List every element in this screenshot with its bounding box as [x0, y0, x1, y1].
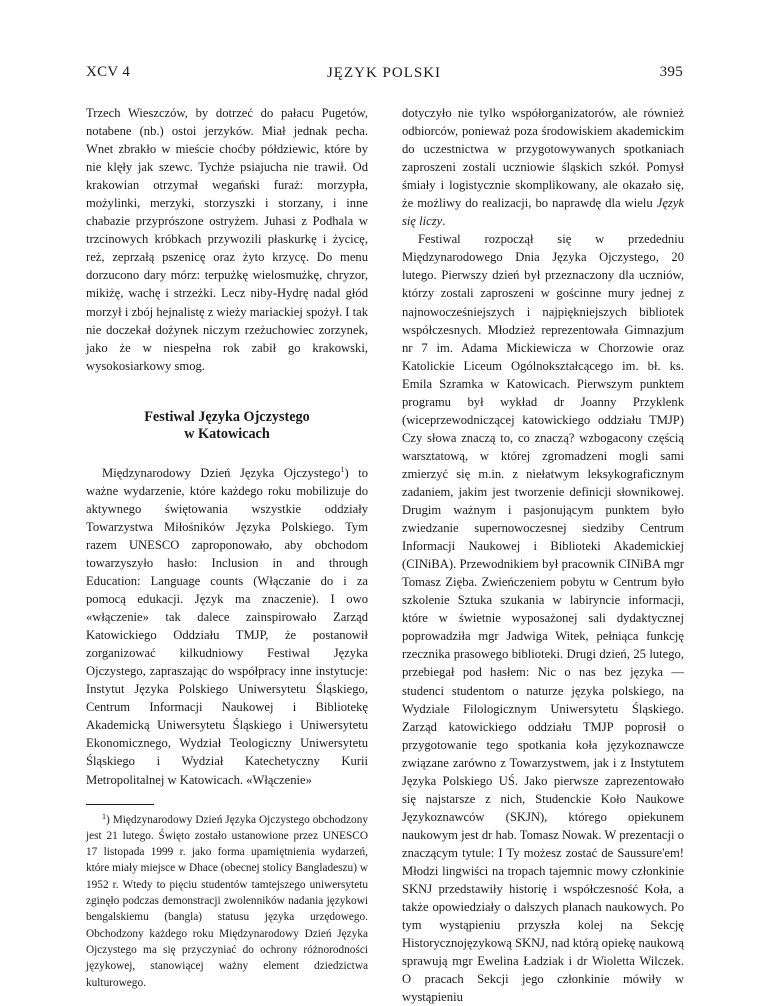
continued-text-end: .	[442, 214, 446, 229]
paragraph-body: ) to ważne wydarzenie, które każdego roku mobilizuje do aktywnego świętowania wszystkie oddziały Towarzystwa Miłośników Języka Polskiego. Tym razem UNESCO zaproponowało, aby obchodom towarzyszyło hasło: Inclusion in and through Education: Language counts (Włączanie do i za pomocą edukacji. Język ma znaczenie). I owo «włączenie» tak dalece zainspirowało Zarząd Katowickiego Oddziału TMJP, że postanowił zorganizować kilkudniowy Festiwal Języka Ojczystego, zapraszając do współpracy inne instytucje: Instytut Języka Polskiego Uniwersytetu Śląskiego, Centrum Informacji Naukowej i Bibliotekę Akademicką Uniwersytetu Śląskiego i Uniwersytetu Ekonomicznego, Wydział Teologiczny Uniwersytetu Śląskiego i Wydział Katechetyczny Kurii Metropolitalnej w Katowicach. «Włączenie»	[86, 465, 369, 787]
running-header-title: JĘZYK POLSKI	[326, 65, 442, 81]
festival-program-paragraph: Festiwal rozpoczął się w przededniu Międzynarodowego Dnia Języka Ojczystego, 20 lutego. Pierwszy dzień był przeznaczony dla uczniów, którzy zostali zaproszeni w gościnne mury jednej z najnowocześniejszych i najpiękniejszych bibliotek współczesnych. Młodzież reprezentowała Gimnazjum nr 7 im. Adama Mickiewicza w Chorzowie oraz Katolickie Liceum Ogólnokształcącego im. bł. ks. Emila Szramka w Katowicach. Pierwszym punktem programu był wykład dr Joanny Przyklenk (wiceprzewodniczącej katowickiego oddziału TMJP) Czy słowa znaczą to, co znaczą? wzbogacony częścią warsztatową, w której zgromadzeni mogli sami zmierzyć się m.in. z niełatwym leksykograficznym zadaniem, jakim jest tworzenie definicji słownikowej. Drugim ważnym i pasjonującym punktem było zwiedzanie supernowoczesnej siedziby Centrum Informacji Naukowej i Biblioteki Akademickiej (CINiBA). Przewodnikiem był pracownik CINiBA mgr Tomasz Zięba. Zwieńczeniem pobytu w Centrum było szkolenie Sztuka szukania w labiryncie informacji, które w świetnie wyposażonej sali dydaktycznej poprowadziła mgr Jadwiga Witek, pełniąca funkcję rzecznika prasowego biblioteki. Drugi dzień, 25 lutego, przebiegał pod hasłem: Nic o nas bez języka — studenci studentom o naturze języka polskiego, na Wydziale Filologicznym Uniwersytetu Śląskiego. Zarząd katowickiego oddziału TMJP poprosił o przygotowanie tego spotkania koła językoznawcze związane zarówno z Towarzystwem, jak i z Instytutem Języka Polskiego UŚ. Jako pierwsze zaprezentowało się najstarsze z nich, Studenckie Koło Naukowe Językoznawców (SKJN), którego opiekunem naukowym jest dr hab. Tomasz Nowak. W prezentacji o znaczącym tytule: I Ty możesz zostać de Saussure'em! Młodzi lingwiści na tropach tajemnic mowy członkinie SKNJ przedstawiły historię i współczesność Koła, a także opowiedziały o dalszych planach naukowych. Po tym wystąpieniu przyszła kolej na Sekcję Historycznojęzykową SKNJ, nad którą opiekę naukową sprawują mgr Ewelina Ładziak i dr Wioletta Wilczek. O pracach Sekcji jego członkinie mówiły w wystąpieniu	[402, 232, 684, 1005]
footnote-reference[interactable]: 1	[340, 464, 345, 474]
footnote-1	[86, 812, 368, 991]
footnote-mark: 1	[102, 811, 106, 821]
intro-paragraph: Trzech Wieszczów, by dotrzeć do pałacu Pugetów, notabene (nb.) ostoi jerzyków. Miał jednak pecha. Wnet zbrakło w mieście choćby półdziewic, które by nie klęły jak szewc. Tychże psiajucha nie trawił. Od krakowian otrzymał wegański furaż: morzypła, możylinki, merzyki, storzyszki i storzany, i inne chabazie przyprószone ostryżem. Juhasi z Podhala w trzcinowych króbkach przywozili płaskurkę i życicę, reż, zeprzałą pszenicę oraz żyto krzycę. Do menu dorzucono dary mórz: terpużkę wielosmużkę, chryzor, mikiżę, wachę i strzeżki. Lecz niby-Hydrę nadal głód morzył i zbój hejnalistę z wieży mariackiej spożył. I tak nie doczekał dożynek niczym rzeżuchowiec zorzynek, jako że w niespełna rok zabił go krakowski, wysokosiarkowy smog.	[86, 106, 368, 373]
footnote-text: ) Międzynarodowy Dzień Języka Ojczystego obchodzony jest 21 lutego. Święto zostało ustanowione przez UNESCO 17 listopada 1999 r. jako forma upamiętnienia wydarzeń, które miały miejsce w Dhace (obecnej stolicy Bangladeszu) w 1952 r. Wtedy to pięciu studentów tamtejszego uniwersytetu zginęło podczas demonstracji zwolenników nadania językowi bengalskiemu (bangla) statusu języka urzędowego. Obchodzony każdego roku Międzynarodowy Dzień Języka Ojczystego ma się przyczyniać do ochrony różnorodności językowej, stanowiącej ważny element dziedzictwa kulturowego.	[86, 813, 368, 989]
festival-intro-paragraph	[86, 464, 368, 789]
section-title-line-1: Festiwal Języka Ojczystego	[144, 408, 310, 425]
right-column	[402, 104, 684, 1006]
page-number: 395	[659, 64, 683, 80]
footnote-separator	[86, 804, 154, 805]
section-title	[86, 409, 368, 444]
paragraph-lead: Międzynarodowy Dzień Języka Ojczystego	[102, 465, 341, 480]
running-header-volume: XCV 4	[86, 64, 131, 80]
continued-text: dotyczyło nie tylko współorganizatorów, ale również odbiorców, ponieważ poza środowiskiem akademickim do uczestnictwa w przygotowywanych spotkaniach zaproszeni zostali uczniowie śląskich szkół. Pomysł śmiały i logistycznie skomplikowany, ale okazało się, że możliwy do realizacji, bo naprawdę dla wielu	[402, 106, 684, 211]
motto-italic: Język się liczy	[402, 196, 684, 229]
left-column	[86, 104, 368, 991]
section-title-line-2: w Katowicach	[184, 426, 270, 443]
continued-paragraph	[402, 104, 684, 230]
